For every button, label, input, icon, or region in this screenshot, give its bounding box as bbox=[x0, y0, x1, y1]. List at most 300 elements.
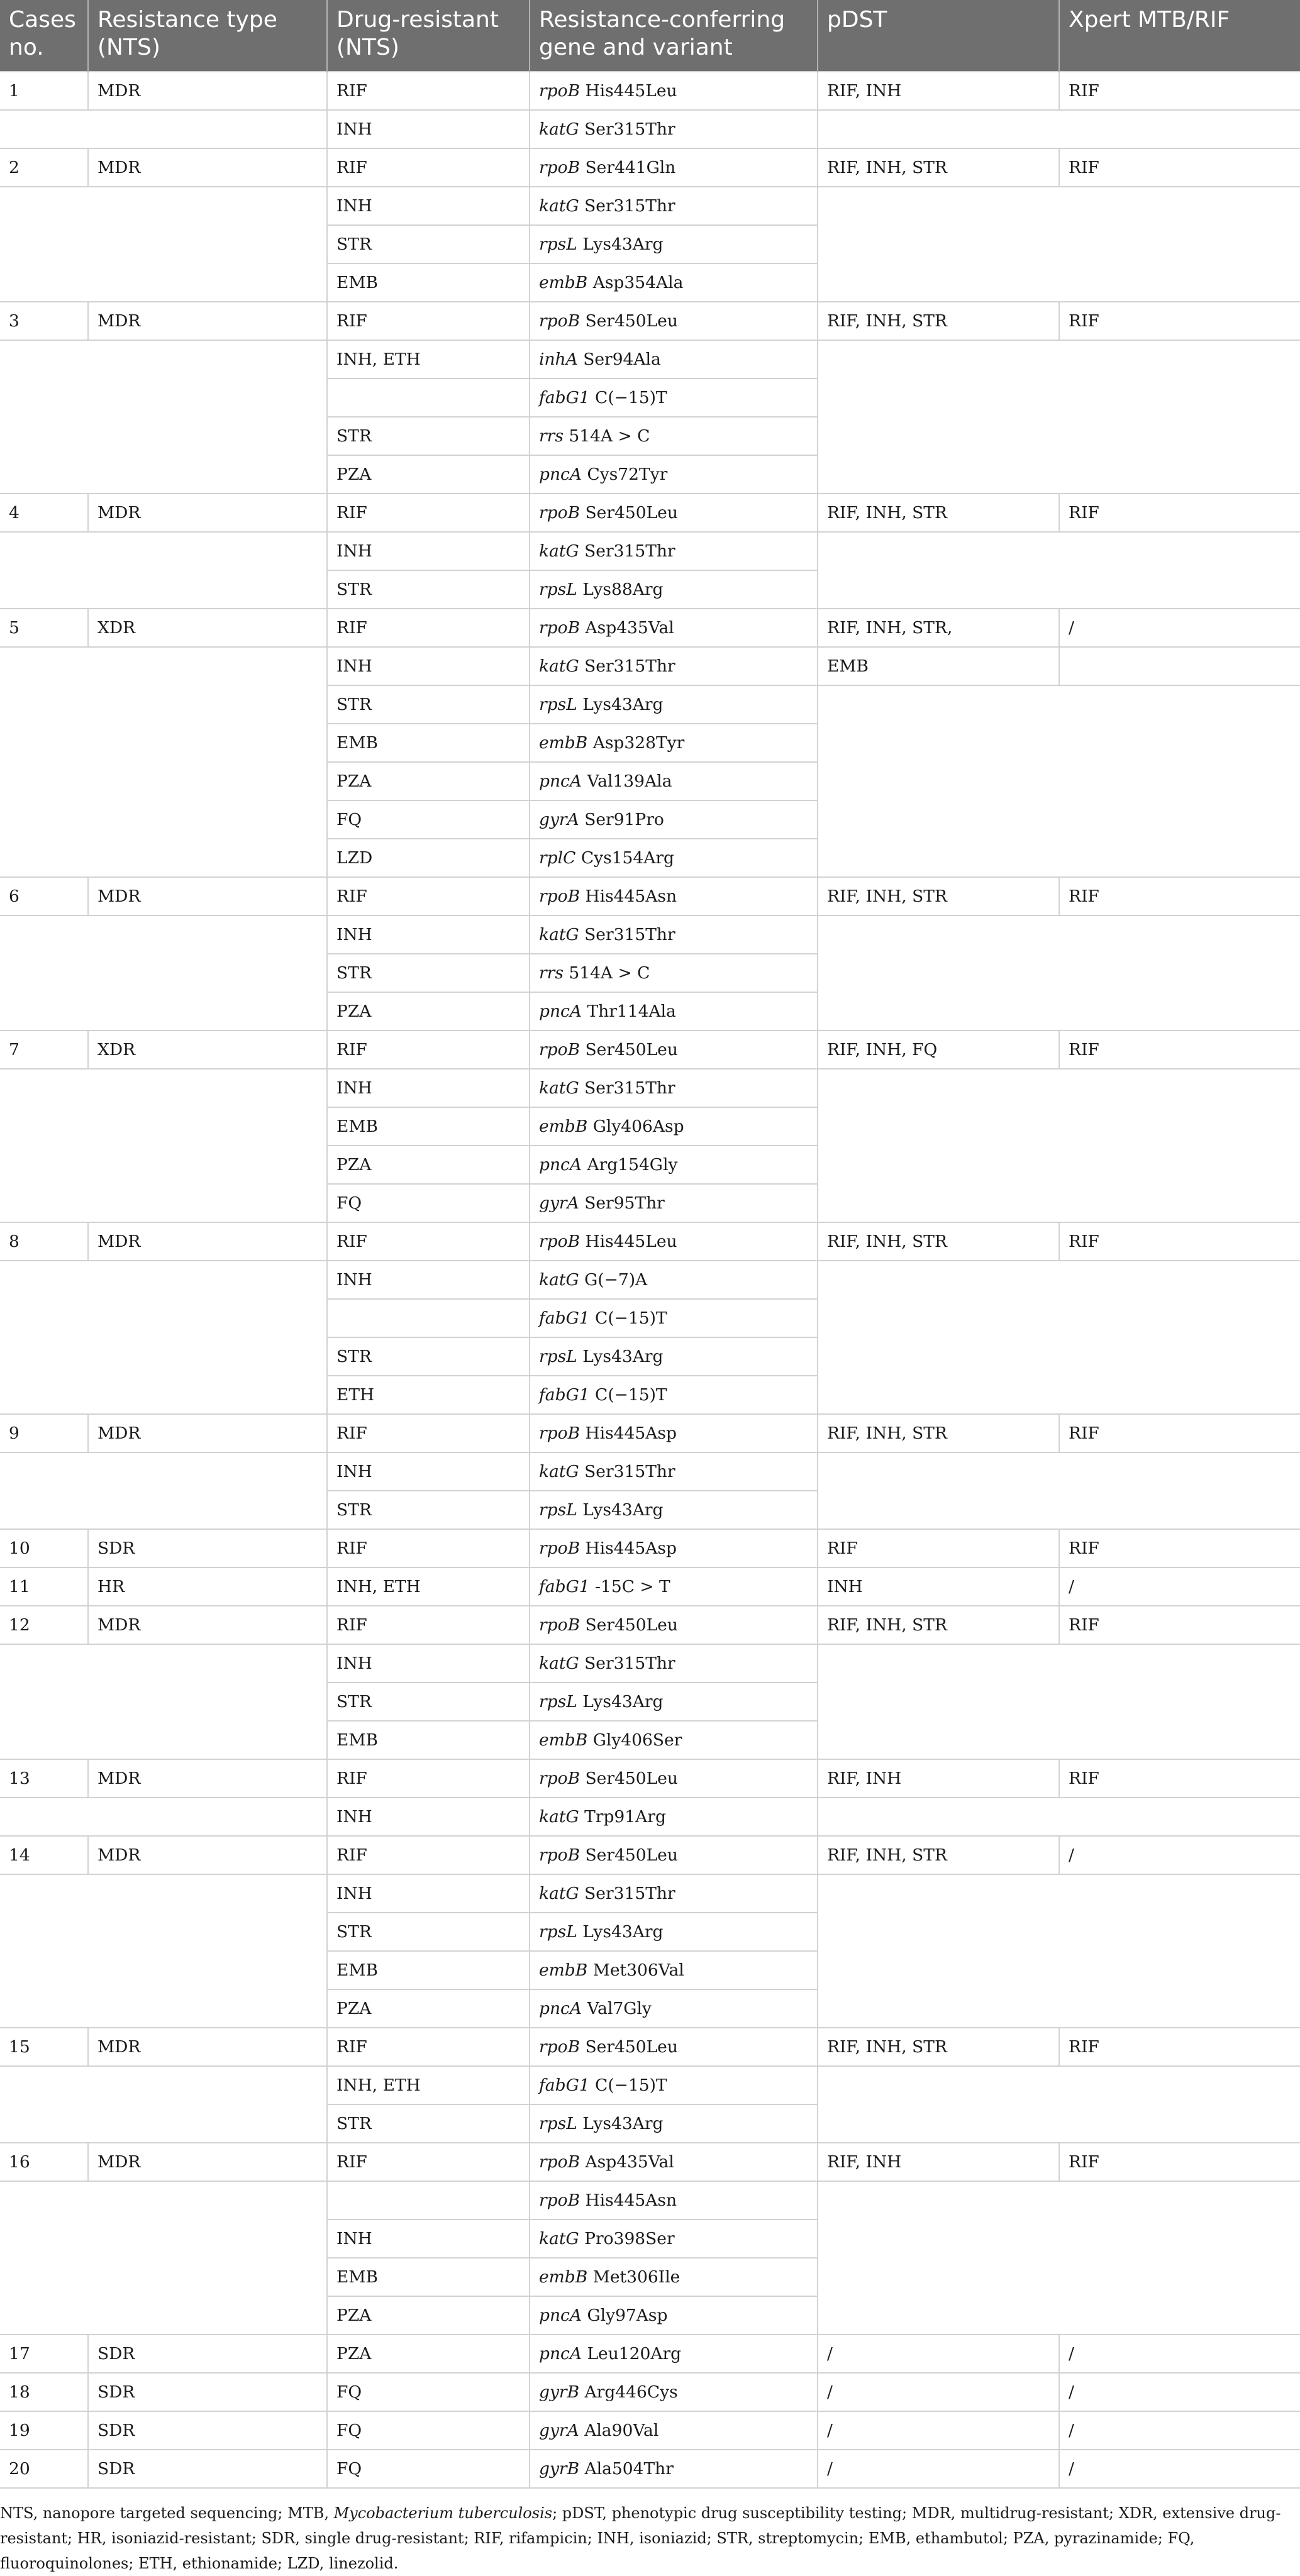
case-number-cell: 7 bbox=[0, 1031, 88, 1069]
gene-variant-cell bbox=[530, 1184, 818, 1222]
drug-cell: INH, ETH bbox=[327, 2066, 530, 2104]
gene-variant-cell bbox=[530, 1989, 818, 2028]
drug-cell: RIF bbox=[327, 72, 530, 110]
gene-name: rpsL bbox=[539, 1692, 577, 1711]
drug-cell: RIF bbox=[327, 148, 530, 187]
gene-variant-cell bbox=[530, 1222, 818, 1261]
drug-cell: FQ bbox=[327, 2450, 530, 2488]
gene-variant-cell bbox=[530, 877, 818, 915]
empty-case-cell bbox=[0, 2066, 327, 2143]
pdst-cell: / bbox=[818, 2335, 1059, 2373]
gene-variant-cell bbox=[530, 379, 818, 417]
table-row bbox=[0, 2143, 1300, 2181]
resistance-type-cell: MDR bbox=[88, 1606, 327, 1644]
gene-name: fabG1 bbox=[539, 1308, 590, 1328]
gene-name: katG bbox=[539, 925, 579, 944]
gene-name: rpoB bbox=[539, 158, 581, 177]
gene-name: embB bbox=[539, 1730, 588, 1750]
table-row bbox=[0, 187, 1300, 225]
empty-case-cell bbox=[0, 1069, 327, 1222]
case-number-cell: 2 bbox=[0, 148, 88, 187]
xpert-cell: RIF bbox=[1059, 2028, 1300, 2066]
gene-name: rpoB bbox=[539, 2191, 581, 2210]
gene-variant-cell bbox=[530, 570, 818, 609]
gene-name: katG bbox=[539, 1654, 579, 1673]
variant-name: Arg446Cys bbox=[584, 2382, 678, 2402]
table-row bbox=[0, 302, 1300, 340]
gene-name: rpoB bbox=[539, 1539, 581, 1558]
drug-cell: INH bbox=[327, 1261, 530, 1299]
gene-name: rpoB bbox=[539, 311, 581, 331]
table-row bbox=[0, 2066, 1300, 2104]
pdst-cell: RIF, INH bbox=[818, 2143, 1059, 2181]
xpert-cell: RIF bbox=[1059, 1529, 1300, 1567]
pdst-cell: RIF, INH, STR bbox=[818, 877, 1059, 915]
drug-cell: EMB bbox=[327, 263, 530, 302]
drug-cell: STR bbox=[327, 225, 530, 263]
gene-name: katG bbox=[539, 656, 579, 676]
gene-variant-cell bbox=[530, 1644, 818, 1683]
drug-cell: RIF bbox=[327, 302, 530, 340]
pdst-cell: RIF, INH bbox=[818, 72, 1059, 110]
drug-cell: PZA bbox=[327, 992, 530, 1031]
drug-cell: STR bbox=[327, 685, 530, 724]
table-row bbox=[0, 2450, 1300, 2488]
gene-name: embB bbox=[539, 733, 588, 753]
table-row bbox=[0, 609, 1300, 647]
variant-name: Lys43Arg bbox=[582, 1500, 664, 1520]
footnote-text-start: NTS, nanopore targeted sequencing; MTB, bbox=[0, 2504, 334, 2522]
empty-case-cell bbox=[0, 2181, 327, 2335]
resistance-type-cell: MDR bbox=[88, 148, 327, 187]
gene-variant-cell bbox=[530, 72, 818, 110]
drug-cell: STR bbox=[327, 1337, 530, 1376]
case-number-cell: 11 bbox=[0, 1567, 88, 1606]
resistance-type-cell: MDR bbox=[88, 302, 327, 340]
pdst-cell: RIF, INH, STR bbox=[818, 148, 1059, 187]
pdst-cell: RIF, INH, FQ bbox=[818, 1031, 1059, 1069]
drug-cell: RIF bbox=[327, 609, 530, 647]
drug-cell: STR bbox=[327, 2104, 530, 2143]
resistance-type-cell: MDR bbox=[88, 2028, 327, 2066]
case-number-cell: 9 bbox=[0, 1414, 88, 1452]
drug-cell: INH bbox=[327, 647, 530, 685]
gene-name: rpoB bbox=[539, 1845, 581, 1865]
gene-name: gyrA bbox=[539, 1193, 579, 1213]
variant-name: Asp435Val bbox=[585, 618, 674, 638]
gene-name: pncA bbox=[539, 2306, 582, 2325]
xpert-cell: / bbox=[1059, 2450, 1300, 2488]
case-number-cell: 15 bbox=[0, 2028, 88, 2066]
resistance-type-cell: MDR bbox=[88, 1759, 327, 1798]
table-row bbox=[0, 877, 1300, 915]
variant-name: His445Asn bbox=[585, 887, 677, 906]
variant-name: His445Asp bbox=[585, 1539, 677, 1558]
variant-name: Ser315Thr bbox=[584, 1884, 675, 1903]
gene-variant-cell bbox=[530, 225, 818, 263]
gene-name: rpsL bbox=[539, 1922, 577, 1942]
drug-cell: PZA bbox=[327, 1146, 530, 1184]
variant-name: Gly97Asp bbox=[587, 2306, 668, 2325]
gene-variant-cell bbox=[530, 954, 818, 992]
gene-variant-cell bbox=[530, 1759, 818, 1798]
gene-variant-cell bbox=[530, 800, 818, 839]
table-body bbox=[0, 72, 1300, 2488]
empty-result-cell bbox=[818, 915, 1300, 1031]
drug-cell: PZA bbox=[327, 2296, 530, 2335]
gene-variant-cell bbox=[530, 685, 818, 724]
gene-name: katG bbox=[539, 1807, 579, 1827]
variant-name: Ser315Thr bbox=[584, 656, 675, 676]
gene-variant-cell bbox=[530, 187, 818, 225]
empty-result-cell bbox=[818, 1798, 1300, 1836]
drug-cell: EMB bbox=[327, 2258, 530, 2296]
gene-variant-cell bbox=[530, 1606, 818, 1644]
table-row bbox=[0, 110, 1300, 148]
gene-name: rpsL bbox=[539, 2114, 577, 2133]
gene-name: katG bbox=[539, 1462, 579, 1481]
xpert-cell: / bbox=[1059, 2373, 1300, 2411]
case-number-cell: 10 bbox=[0, 1529, 88, 1567]
drug-cell: RIF bbox=[327, 1836, 530, 1874]
gene-variant-cell bbox=[530, 1031, 818, 1069]
gene-name: katG bbox=[539, 1270, 579, 1290]
empty-result-cell bbox=[818, 1069, 1300, 1222]
gene-variant-cell bbox=[530, 2450, 818, 2488]
gene-variant-cell bbox=[530, 724, 818, 762]
xpert-cell: / bbox=[1059, 2335, 1300, 2373]
header-cases-no: Cases no. bbox=[0, 0, 88, 72]
drug-cell: INH bbox=[327, 915, 530, 954]
variant-name: Val139Ala bbox=[587, 771, 672, 791]
case-number-cell: 5 bbox=[0, 609, 88, 647]
pdst-cell: / bbox=[818, 2373, 1059, 2411]
gene-name: fabG1 bbox=[539, 1577, 590, 1596]
xpert-cell: RIF bbox=[1059, 2143, 1300, 2181]
gene-variant-cell bbox=[530, 1261, 818, 1299]
drug-cell: INH, ETH bbox=[327, 340, 530, 379]
header-drug-resistant: Drug-resistant (NTS) bbox=[327, 0, 530, 72]
gene-variant-cell bbox=[530, 340, 818, 379]
resistance-type-cell: MDR bbox=[88, 1836, 327, 1874]
drug-cell bbox=[327, 2181, 530, 2219]
variant-name: Lys43Arg bbox=[582, 695, 664, 714]
drug-cell: PZA bbox=[327, 2335, 530, 2373]
variant-name: Ser450Leu bbox=[585, 503, 678, 522]
variant-name: Ala504Thr bbox=[584, 2459, 674, 2479]
gene-name: rpsL bbox=[539, 1500, 577, 1520]
variant-name: Ser450Leu bbox=[585, 1615, 678, 1635]
variant-name: Arg154Gly bbox=[587, 1155, 678, 1175]
pdst-cell: RIF bbox=[818, 1529, 1059, 1567]
drug-cell: LZD bbox=[327, 839, 530, 877]
pdst-cell: / bbox=[818, 2450, 1059, 2488]
variant-name: Ser441Gln bbox=[585, 158, 676, 177]
table-row bbox=[0, 340, 1300, 379]
drug-cell: EMB bbox=[327, 1951, 530, 1989]
gene-variant-cell bbox=[530, 2373, 818, 2411]
drug-cell: PZA bbox=[327, 455, 530, 494]
gene-name: katG bbox=[539, 1078, 579, 1098]
drug-cell: FQ bbox=[327, 2411, 530, 2450]
gene-name: gyrA bbox=[539, 2421, 579, 2440]
pdst-cell: EMB bbox=[818, 647, 1059, 685]
drug-cell: INH bbox=[327, 2219, 530, 2258]
gene-name: rpoB bbox=[539, 1232, 581, 1251]
drug-cell: INH bbox=[327, 1644, 530, 1683]
gene-name: katG bbox=[539, 196, 579, 216]
gene-name: embB bbox=[539, 2267, 588, 2287]
drug-cell: INH, ETH bbox=[327, 1567, 530, 1606]
table-row bbox=[0, 494, 1300, 532]
variant-name: Cys72Tyr bbox=[587, 465, 668, 484]
case-number-cell: 19 bbox=[0, 2411, 88, 2450]
variant-name: His445Asp bbox=[585, 1423, 677, 1443]
gene-variant-cell bbox=[530, 1567, 818, 1606]
empty-result-cell bbox=[818, 1644, 1300, 1759]
xpert-cell: / bbox=[1059, 1836, 1300, 1874]
gene-name: pncA bbox=[539, 1002, 582, 1021]
drug-cell: RIF bbox=[327, 1529, 530, 1567]
gene-variant-cell bbox=[530, 1414, 818, 1452]
empty-result-cell bbox=[818, 2181, 1300, 2335]
variant-name: Ser315Thr bbox=[584, 925, 675, 944]
gene-name: rpsL bbox=[539, 1347, 577, 1366]
case-number-cell: 8 bbox=[0, 1222, 88, 1261]
drug-cell: INH bbox=[327, 1874, 530, 1913]
empty-case-cell bbox=[0, 647, 327, 877]
xpert-cell: RIF bbox=[1059, 1031, 1300, 1069]
variant-name: Ser315Thr bbox=[584, 1078, 675, 1098]
gene-variant-cell bbox=[530, 263, 818, 302]
gene-variant-cell bbox=[530, 992, 818, 1031]
header-resistance-type: Resistance type (NTS) bbox=[88, 0, 327, 72]
gene-name: gyrB bbox=[539, 2459, 580, 2479]
gene-variant-cell bbox=[530, 1951, 818, 1989]
empty-case-cell bbox=[0, 1798, 327, 1836]
case-number-cell: 14 bbox=[0, 1836, 88, 1874]
variant-name: Cys154Arg bbox=[581, 848, 675, 868]
table-row bbox=[0, 1874, 1300, 1913]
xpert-cell: / bbox=[1059, 609, 1300, 647]
table-row bbox=[0, 532, 1300, 570]
pdst-cell: RIF, INH, STR bbox=[818, 1836, 1059, 1874]
table-row bbox=[0, 1261, 1300, 1299]
empty-result-cell bbox=[818, 532, 1300, 609]
header-pdst: pDST bbox=[818, 0, 1059, 72]
variant-name: Asp354Ala bbox=[592, 273, 684, 292]
table-row bbox=[0, 1836, 1300, 1874]
gene-variant-cell bbox=[530, 1798, 818, 1836]
table-row bbox=[0, 2028, 1300, 2066]
pdst-cell: RIF, INH, STR bbox=[818, 1414, 1059, 1452]
gene-variant-cell bbox=[530, 2219, 818, 2258]
case-number-cell: 12 bbox=[0, 1606, 88, 1644]
xpert-cell: RIF bbox=[1059, 1606, 1300, 1644]
drug-cell: INH bbox=[327, 187, 530, 225]
gene-name: rpoB bbox=[539, 503, 581, 522]
gene-name: pncA bbox=[539, 2344, 582, 2363]
variant-name: Asp328Tyr bbox=[592, 733, 685, 753]
gene-name: rrs bbox=[539, 963, 564, 983]
gene-variant-cell bbox=[530, 2296, 818, 2335]
variant-name: Lys43Arg bbox=[582, 2114, 664, 2133]
gene-variant-cell bbox=[530, 2335, 818, 2373]
empty-result-cell bbox=[818, 1452, 1300, 1529]
table-row bbox=[0, 72, 1300, 110]
footnote-species-name: Mycobacterium tuberculosis bbox=[333, 2504, 553, 2522]
case-number-cell: 20 bbox=[0, 2450, 88, 2488]
table-row bbox=[0, 2335, 1300, 2373]
drug-cell: PZA bbox=[327, 762, 530, 800]
variant-name: Ala90Val bbox=[584, 2421, 659, 2440]
gene-name: rpoB bbox=[539, 1615, 581, 1635]
resistance-type-cell: SDR bbox=[88, 2373, 327, 2411]
gene-name: pncA bbox=[539, 465, 582, 484]
variant-name: Lys43Arg bbox=[582, 1692, 664, 1711]
variant-name: Ser450Leu bbox=[585, 1845, 678, 1865]
variant-name: Gly406Ser bbox=[592, 1730, 682, 1750]
table-header bbox=[0, 0, 1300, 72]
variant-name: Trp91Arg bbox=[584, 1807, 666, 1827]
pdst-cell: RIF, INH, STR bbox=[818, 2028, 1059, 2066]
footnote-text-end: ; pDST, phenotypic drug susceptibility testing; MDR, multidrug-resistant; XDR, extensive drug-resistant; HR, isoniazid-resistant; SDR, single drug-resistant; RIF, rifampicin; INH, isoniazid; STR, streptomycin; EMB, ethambutol; PZA, pyrazinamide; FQ, fluoroquinolones; ETH, ethionamide; LZD, linezolid. bbox=[0, 2504, 1281, 2572]
gene-variant-cell bbox=[530, 1452, 818, 1491]
gene-variant-cell bbox=[530, 1721, 818, 1759]
empty-case-cell bbox=[0, 1874, 327, 2028]
resistance-type-cell: MDR bbox=[88, 877, 327, 915]
empty-result-cell bbox=[818, 2066, 1300, 2143]
case-number-cell: 6 bbox=[0, 877, 88, 915]
gene-variant-cell bbox=[530, 302, 818, 340]
drug-cell: RIF bbox=[327, 2143, 530, 2181]
gene-name: rpoB bbox=[539, 1040, 581, 1059]
drug-cell: RIF bbox=[327, 1759, 530, 1798]
case-number-cell: 13 bbox=[0, 1759, 88, 1798]
resistance-type-cell: HR bbox=[88, 1567, 327, 1606]
xpert-cell: / bbox=[1059, 1567, 1300, 1606]
variant-name: Ser450Leu bbox=[585, 2037, 678, 2057]
drug-cell: INH bbox=[327, 1069, 530, 1107]
drug-cell: STR bbox=[327, 1491, 530, 1529]
empty-result-cell bbox=[818, 340, 1300, 494]
drug-cell: FQ bbox=[327, 2373, 530, 2411]
drug-cell: EMB bbox=[327, 724, 530, 762]
gene-variant-cell bbox=[530, 1913, 818, 1951]
table-row bbox=[0, 1069, 1300, 1107]
gene-name: rpoB bbox=[539, 887, 581, 906]
resistance-type-cell: MDR bbox=[88, 1222, 327, 1261]
header-gene-variant: Resistance-conferring gene and variant bbox=[530, 0, 818, 72]
variant-name: His445Leu bbox=[585, 1232, 677, 1251]
variant-name: Ser315Thr bbox=[584, 196, 675, 216]
variant-name: Asp435Val bbox=[585, 2152, 674, 2172]
gene-variant-cell bbox=[530, 915, 818, 954]
drug-cell: RIF bbox=[327, 1031, 530, 1069]
drug-cell: STR bbox=[327, 1913, 530, 1951]
xpert-cell: RIF bbox=[1059, 877, 1300, 915]
variant-name: G(−7)A bbox=[584, 1270, 648, 1290]
gene-name: pncA bbox=[539, 1155, 582, 1175]
gene-variant-cell bbox=[530, 1069, 818, 1107]
table-row bbox=[0, 2181, 1300, 2219]
header-row bbox=[0, 0, 1300, 72]
table-row bbox=[0, 1644, 1300, 1683]
table-row bbox=[0, 647, 1300, 685]
xpert-cell: RIF bbox=[1059, 148, 1300, 187]
gene-variant-cell bbox=[530, 1376, 818, 1414]
gene-name: rpoB bbox=[539, 1769, 581, 1788]
variant-name: Ser450Leu bbox=[585, 1040, 678, 1059]
variant-name: His445Asn bbox=[585, 2191, 677, 2210]
table-row bbox=[0, 148, 1300, 187]
gene-variant-cell bbox=[530, 494, 818, 532]
gene-name: rpsL bbox=[539, 580, 577, 599]
variant-name: Thr114Ala bbox=[587, 1002, 676, 1021]
variant-name: Met306Ile bbox=[592, 2267, 681, 2287]
drug-cell: STR bbox=[327, 1683, 530, 1721]
gene-variant-cell bbox=[530, 1491, 818, 1529]
gene-name: gyrB bbox=[539, 2382, 580, 2402]
xpert-cell: RIF bbox=[1059, 72, 1300, 110]
resistance-type-cell: MDR bbox=[88, 2143, 327, 2181]
table-row bbox=[0, 2373, 1300, 2411]
drug-cell: INH bbox=[327, 1452, 530, 1491]
gene-name: rplC bbox=[539, 848, 576, 868]
drug-cell: RIF bbox=[327, 1222, 530, 1261]
variant-name: C(−15)T bbox=[595, 2076, 667, 2095]
gene-name: katG bbox=[539, 119, 579, 139]
gene-name: rpoB bbox=[539, 1423, 581, 1443]
variant-name: Pro398Ser bbox=[584, 2229, 675, 2248]
table-row bbox=[0, 1031, 1300, 1069]
gene-name: katG bbox=[539, 1884, 579, 1903]
gene-variant-cell bbox=[530, 2411, 818, 2450]
gene-variant-cell bbox=[530, 1299, 818, 1337]
gene-variant-cell bbox=[530, 532, 818, 570]
drug-cell: FQ bbox=[327, 1184, 530, 1222]
xpert-cell: RIF bbox=[1059, 1759, 1300, 1798]
variant-name: -15C > T bbox=[595, 1577, 670, 1596]
resistance-type-cell: SDR bbox=[88, 1529, 327, 1567]
variant-name: Lys88Arg bbox=[582, 580, 664, 599]
resistance-type-cell: MDR bbox=[88, 1414, 327, 1452]
xpert-cell: RIF bbox=[1059, 302, 1300, 340]
table-row bbox=[0, 1606, 1300, 1644]
gene-name: rrs bbox=[539, 426, 564, 446]
variant-name: Ser91Pro bbox=[584, 810, 664, 829]
drug-cell bbox=[327, 1299, 530, 1337]
resistance-type-cell: SDR bbox=[88, 2335, 327, 2373]
empty-result-cell bbox=[818, 685, 1300, 877]
gene-name: rpsL bbox=[539, 235, 577, 254]
drug-cell: RIF bbox=[327, 1414, 530, 1452]
gene-variant-cell bbox=[530, 1836, 818, 1874]
variant-name: Ser315Thr bbox=[584, 119, 675, 139]
gene-variant-cell bbox=[530, 1683, 818, 1721]
variant-name: Ser315Thr bbox=[584, 1462, 675, 1481]
pdst-cell: RIF, INH, STR, bbox=[818, 609, 1059, 647]
empty-case-cell bbox=[0, 1261, 327, 1414]
gene-variant-cell bbox=[530, 148, 818, 187]
variant-name: Lys43Arg bbox=[582, 1347, 664, 1366]
empty-result-cell bbox=[818, 1261, 1300, 1414]
table-row bbox=[0, 2411, 1300, 2450]
case-number-cell: 16 bbox=[0, 2143, 88, 2181]
case-number-cell: 17 bbox=[0, 2335, 88, 2373]
xpert-cell: RIF bbox=[1059, 1222, 1300, 1261]
empty-xpert-cell bbox=[1059, 647, 1300, 685]
